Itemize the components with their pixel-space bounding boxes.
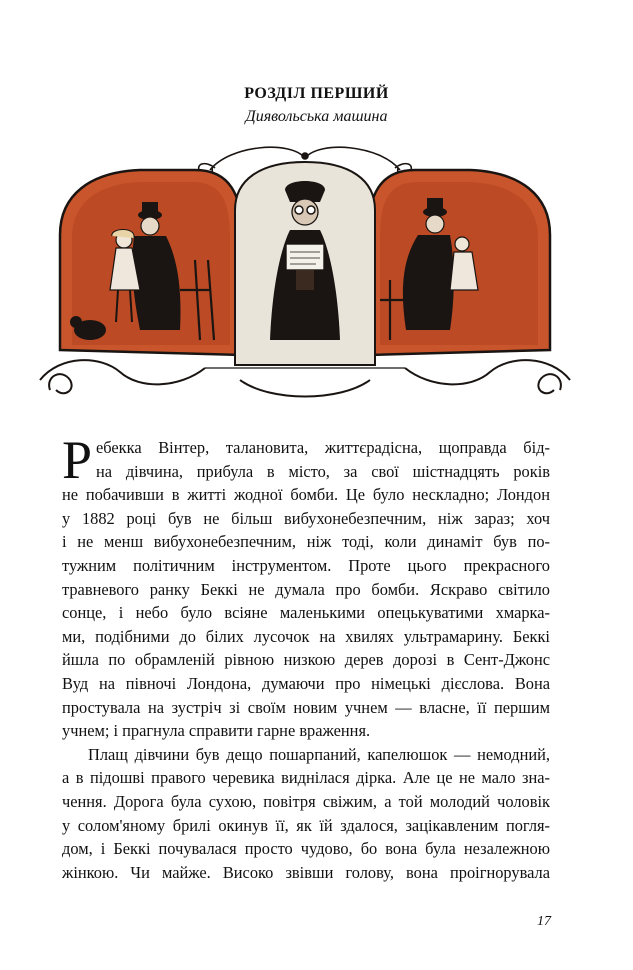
chapter-heading (0, 84, 633, 128)
text-line: а в підошві правого черевика виднілася дірка. Але це не мало зна- (62, 768, 550, 788)
text-line: дом, і Беккі почувалася просто чудово, бо вона була незалежною (62, 839, 550, 859)
text-line: на дівчина, прибула в місто, за свої шістнадцять років (96, 461, 550, 481)
text-line: сонце, і небо було всіяне маленькими опецькуватими хмарка- (62, 603, 550, 623)
text-line: у солом'яному брилі окинув її, як їй здалося, зацікавленим погля- (62, 815, 550, 835)
text-line: і не менш вибухонебезпечним, ніж тоді, коли динаміт був по- (62, 532, 550, 552)
text-line: ми, подібними до білих лусочок на хвилях ультрамарину. Беккі (62, 626, 550, 646)
drop-cap: Р (62, 430, 93, 490)
left-panel (60, 170, 242, 355)
text-line: простувала на зустріч зі своїм новим учнем — власне, її першим (62, 697, 550, 717)
text-line: не побачивши в житті жодної бомби. Це було нескладно; Лондон (62, 485, 550, 505)
chapter-title: РОЗДІЛ ПЕРШИЙ (244, 85, 389, 102)
text-line: жінкою. Чи майже. Високо звівши голову, вона проігнорувала (62, 862, 550, 882)
text-line: тужним політичним інструментом. Проте цього прекрасного (62, 555, 550, 575)
text-line: Вуд на півночі Лондона, думаючи про німецькі дієслова. Вона (62, 673, 550, 693)
chapter-body-text (62, 430, 550, 884)
text-line: йшла по обрамленій рівною низкою дерев дорозі в Сент-Джонс (62, 650, 550, 670)
chapter-illustration (30, 140, 580, 415)
page-number: 17 (537, 914, 551, 929)
text-line: ебекка Вінтер, талановита, життєрадісна, щоправда бід- (96, 438, 550, 457)
center-panel (235, 162, 375, 365)
chapter-subtitle: Диявольська машина (245, 108, 388, 125)
right-panel (368, 170, 550, 355)
text-line: учнем; і прагнула справити гарне враження. (62, 721, 371, 741)
text-line: травневого ранку Беккі не думала про бомби. Яскраво світило (62, 579, 550, 599)
text-line: чення. Дорога була сухою, повітря свіжим, а той молодий чоловік (62, 791, 550, 811)
text-line: у 1882 році був не більш вибухонебезпечним, ніж зараз; хоч (62, 508, 550, 528)
text-line: Плащ дівчини був дещо пошарпаний, капелюшок — немодний, (88, 744, 550, 764)
